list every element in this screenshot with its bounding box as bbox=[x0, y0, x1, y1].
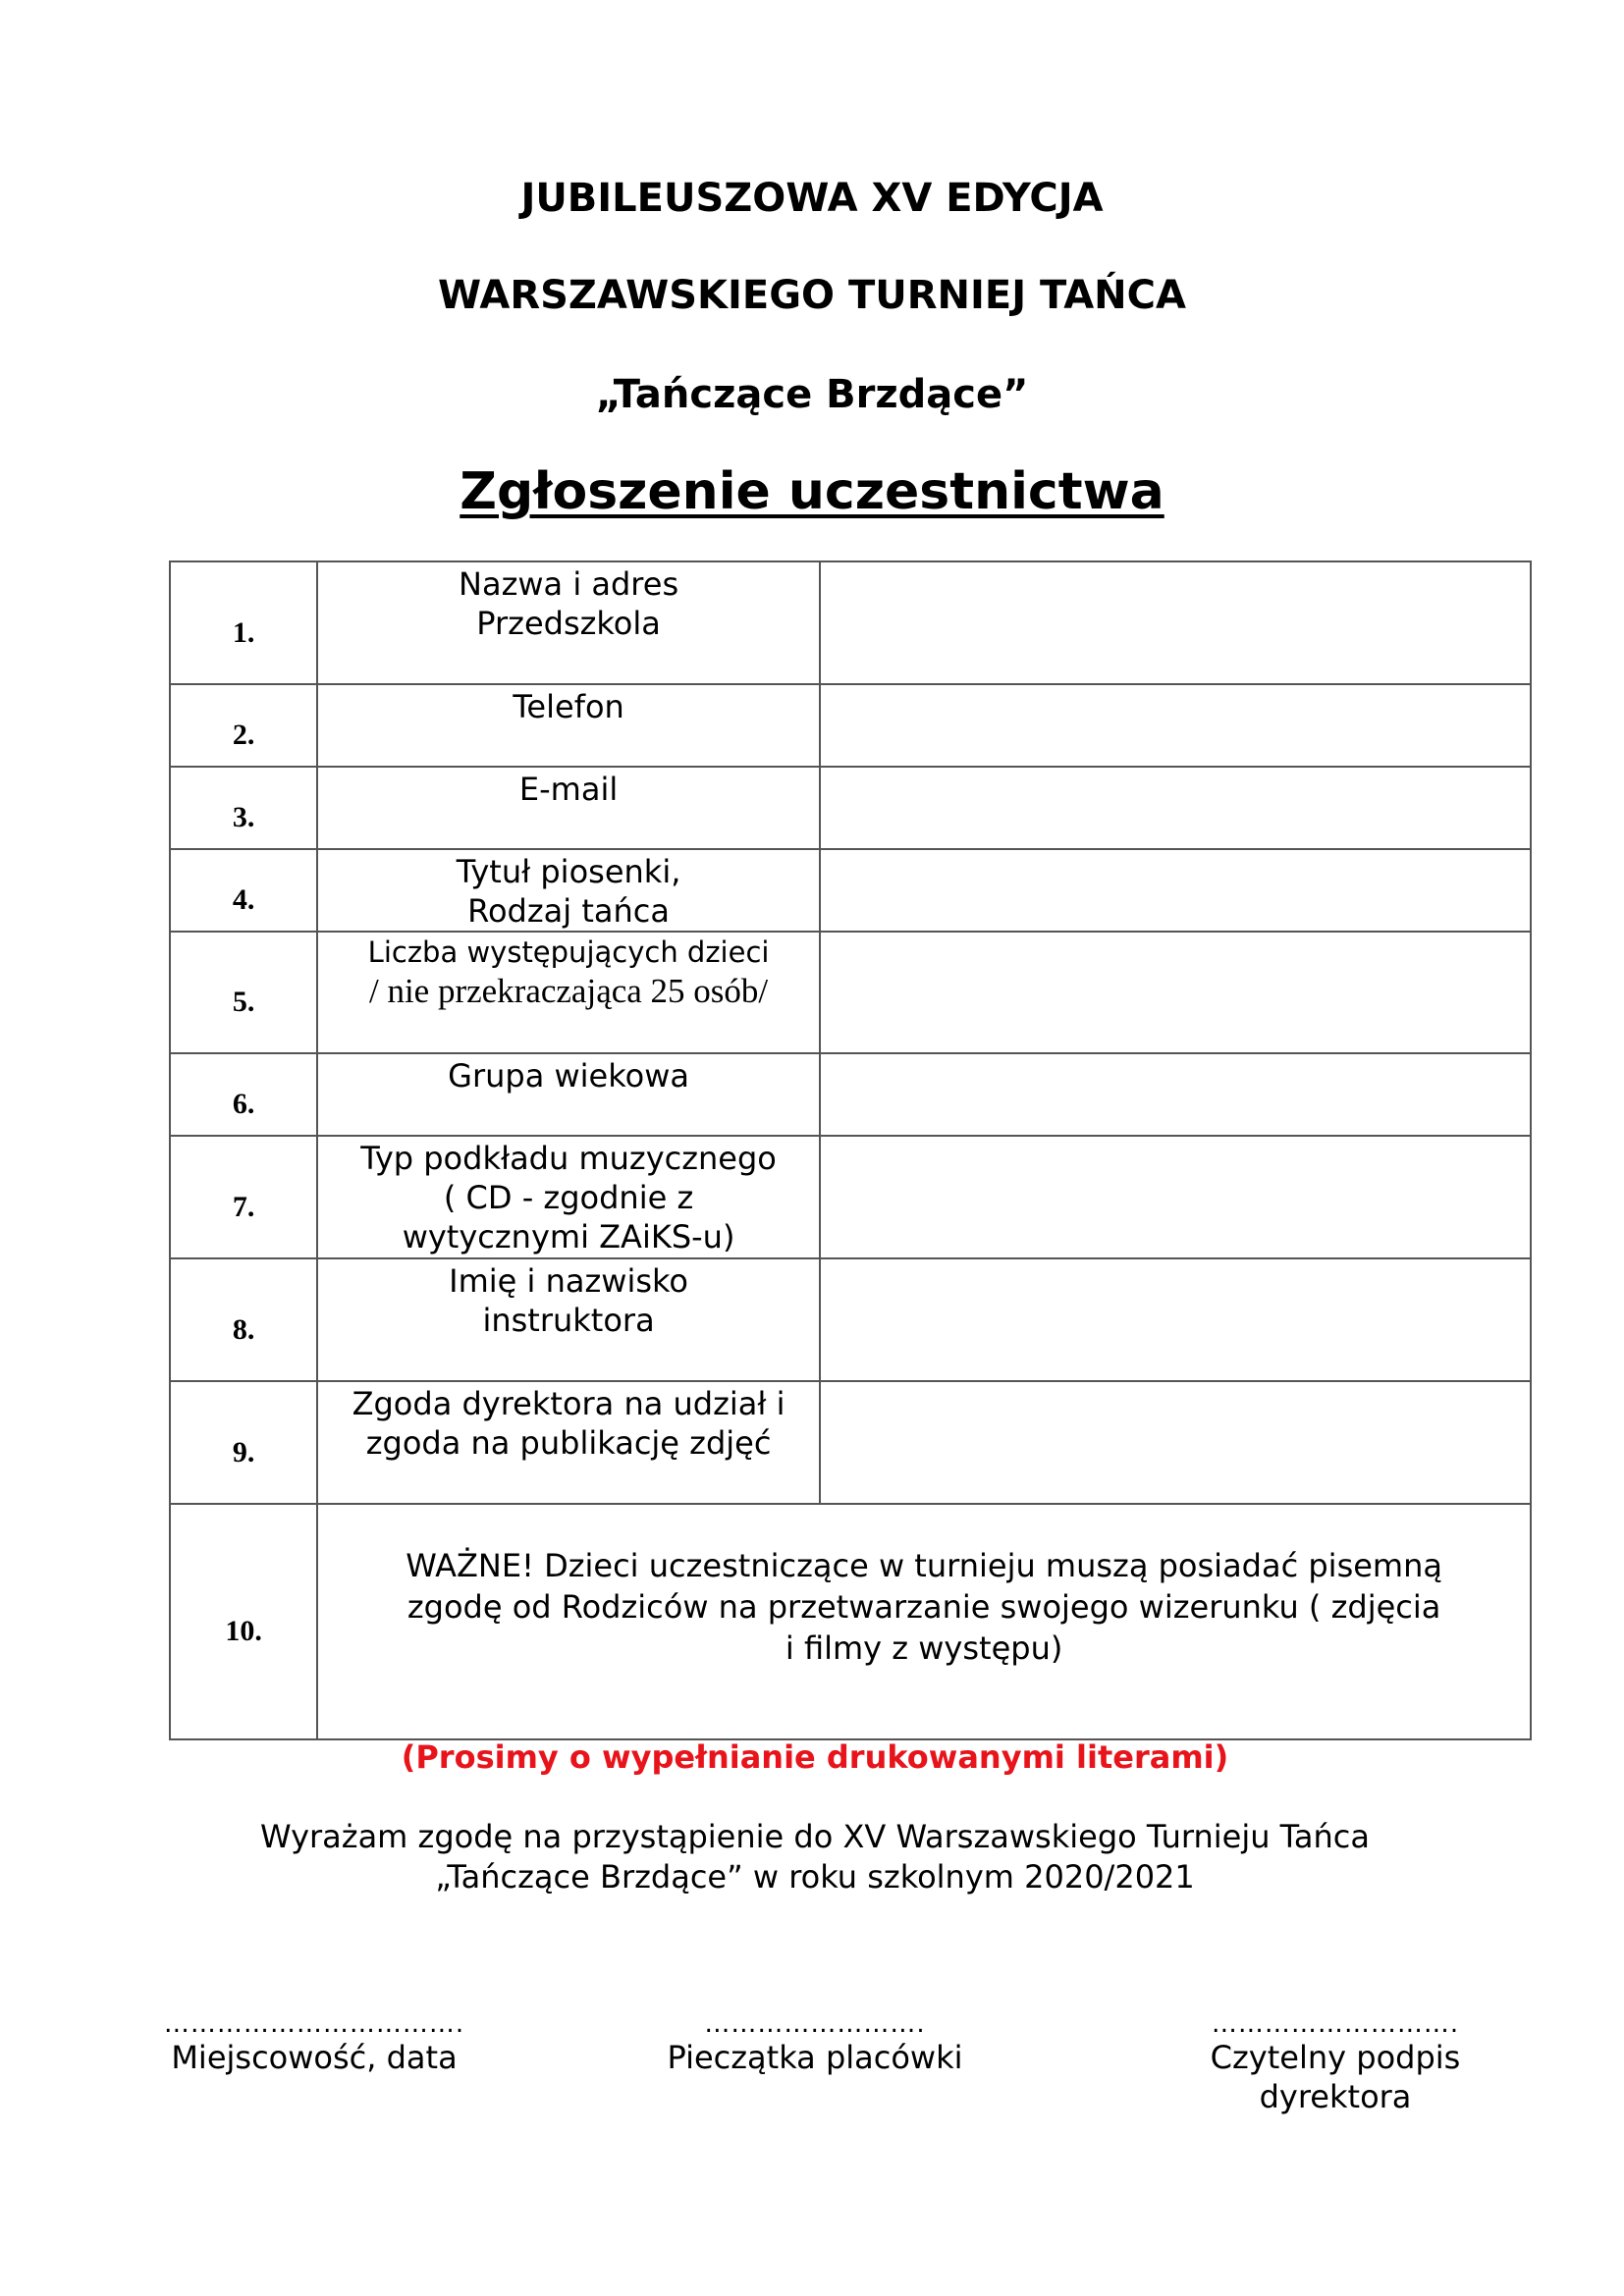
table-row bbox=[170, 561, 1531, 684]
signature-place-date bbox=[93, 2010, 535, 2077]
value-cell-instructor[interactable] bbox=[820, 1258, 1531, 1381]
table-row bbox=[170, 684, 1531, 767]
row-label bbox=[317, 932, 820, 1053]
row-label-line: Telefon bbox=[513, 688, 624, 725]
value-cell-email[interactable] bbox=[820, 767, 1531, 849]
row-label-line: Rodzaj tańca bbox=[467, 892, 670, 930]
row-label-line: Typ podkładu muzycznego bbox=[360, 1140, 777, 1177]
note-line: i filmy z występu) bbox=[785, 1629, 1063, 1667]
row-label-line: zgoda na publikację zdjęć bbox=[365, 1424, 772, 1462]
row-label-line: Przedszkola bbox=[476, 605, 661, 642]
important-note bbox=[317, 1504, 1531, 1739]
signature-dotted-line[interactable]: ……………………………. bbox=[163, 2009, 465, 2039]
table-row bbox=[170, 849, 1531, 932]
value-cell-age-group[interactable] bbox=[820, 1053, 1531, 1136]
consent-line: Wyrażam zgodę na przystąpienie do XV Warszawskiego Turnieju Tańca bbox=[259, 1818, 1370, 1855]
consent-line: „Tańczące Brzdące” w roku szkolnym 2020/2021 bbox=[435, 1858, 1195, 1896]
title-line-2: WARSZAWSKIEGO TURNIEJ TAŃCA bbox=[438, 273, 1186, 318]
row-number: 9. bbox=[170, 1381, 317, 1504]
signature-stamp bbox=[628, 2010, 1001, 2077]
row-label bbox=[317, 1136, 820, 1258]
row-number: 6. bbox=[170, 1053, 317, 1136]
row-number: 4. bbox=[170, 849, 317, 932]
value-cell-song[interactable] bbox=[820, 849, 1531, 932]
row-label bbox=[317, 684, 820, 767]
row-label-line: Liczba występujących dzieci bbox=[367, 935, 770, 969]
row-label-line: wytycznymi ZAiKS-u) bbox=[402, 1218, 735, 1255]
value-cell-children-count[interactable] bbox=[820, 932, 1531, 1053]
row-label bbox=[317, 561, 820, 684]
table-row bbox=[170, 932, 1531, 1053]
table-row bbox=[170, 1053, 1531, 1136]
table-row bbox=[170, 1258, 1531, 1381]
row-label-line: / nie przekraczająca 25 osób/ bbox=[368, 972, 769, 1010]
row-label-line: E-mail bbox=[518, 771, 619, 808]
signature-label: Pieczątka placówki bbox=[667, 2039, 963, 2076]
row-number: 8. bbox=[170, 1258, 317, 1381]
row-label bbox=[317, 1258, 820, 1381]
value-cell-school[interactable] bbox=[820, 561, 1531, 684]
title-line-1: JUBILEUSZOWA XV EDYCJA bbox=[520, 176, 1104, 221]
row-label bbox=[317, 767, 820, 849]
value-cell-music-type[interactable] bbox=[820, 1136, 1531, 1258]
row-label-line: Nazwa i adres bbox=[459, 565, 679, 603]
row-number: 3. bbox=[170, 767, 317, 849]
row-label-line: instruktora bbox=[482, 1302, 655, 1339]
row-number: 10. bbox=[170, 1504, 317, 1739]
row-number: 1. bbox=[170, 561, 317, 684]
table-row bbox=[170, 1136, 1531, 1258]
signature-director bbox=[1149, 2010, 1522, 2116]
row-label bbox=[317, 1381, 820, 1504]
value-cell-phone[interactable] bbox=[820, 684, 1531, 767]
signature-dotted-line[interactable]: ……………………. bbox=[704, 2009, 926, 2039]
title-line-3: „Tańczące Brzdące” bbox=[595, 372, 1029, 417]
signature-label: dyrektora bbox=[1259, 2078, 1412, 2115]
fill-instruction: (Prosimy o wypełnianie drukowanymi literami) bbox=[401, 1738, 1229, 1776]
registration-table bbox=[169, 561, 1532, 1740]
row-label-line: Imię i nazwisko bbox=[449, 1262, 688, 1300]
signature-label: Miejscowość, data bbox=[171, 2039, 458, 2076]
signature-dotted-line[interactable]: ………………………. bbox=[1211, 2009, 1460, 2039]
table-row bbox=[170, 1504, 1531, 1739]
row-label-line: Grupa wiekowa bbox=[448, 1057, 689, 1095]
row-label-line: Zgoda dyrektora na udział i bbox=[352, 1385, 785, 1422]
table-row bbox=[170, 767, 1531, 849]
note-line: zgodę od Rodziców na przetwarzanie swojego wizerunku ( zdjęcia bbox=[406, 1588, 1441, 1626]
row-label bbox=[317, 1053, 820, 1136]
form-title: Zgłoszenie uczestnictwa bbox=[460, 462, 1164, 521]
row-number: 2. bbox=[170, 684, 317, 767]
row-number: 7. bbox=[170, 1136, 317, 1258]
row-number: 5. bbox=[170, 932, 317, 1053]
row-label-line: Tytuł piosenki, bbox=[456, 853, 681, 890]
table-row bbox=[170, 1381, 1531, 1504]
note-line: WAŻNE! Dzieci uczestniczące w turnieju muszą posiadać pisemną bbox=[406, 1547, 1442, 1584]
consent-statement bbox=[0, 1817, 1624, 1897]
row-label-line: ( CD - zgodnie z bbox=[443, 1179, 694, 1216]
row-label bbox=[317, 849, 820, 932]
value-cell-director-consent[interactable] bbox=[820, 1381, 1531, 1504]
signature-label: Czytelny podpis bbox=[1210, 2039, 1461, 2076]
